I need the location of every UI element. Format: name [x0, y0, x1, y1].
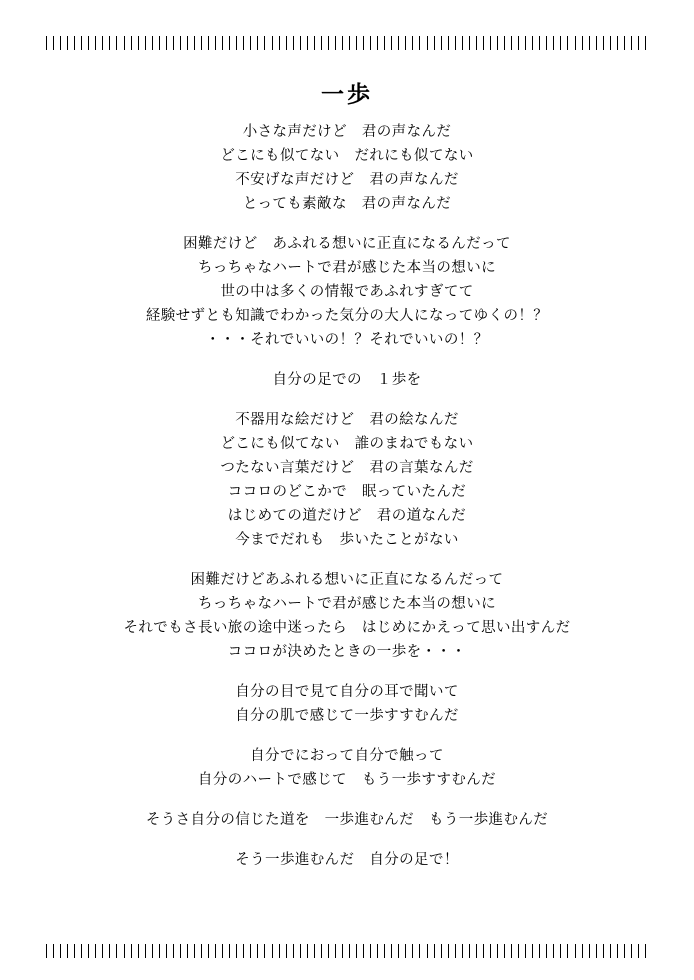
- rule-tick: [504, 36, 505, 50]
- rule-tick: [124, 36, 125, 50]
- rule-tick: [560, 944, 561, 958]
- rule-tick: [405, 944, 406, 958]
- lyric-line: 困難だけど あふれる想いに正直になるんだって: [183, 236, 511, 252]
- rule-tick: [363, 36, 364, 50]
- rule-tick: [67, 944, 68, 958]
- rule-tick: [427, 36, 428, 50]
- rule-tick: [398, 36, 399, 50]
- rule-tick: [102, 36, 103, 50]
- rule-tick: [264, 36, 265, 50]
- rule-tick: [307, 944, 308, 958]
- rule-tick: [412, 36, 413, 50]
- lyric-line: どこにも似てない だれにも似てない: [220, 148, 474, 164]
- rule-tick: [250, 944, 251, 958]
- rule-tick: [286, 944, 287, 958]
- rule-tick: [631, 944, 632, 958]
- rule-tick: [328, 944, 329, 958]
- rule-tick: [497, 36, 498, 50]
- rule-tick: [645, 36, 646, 50]
- rule-tick: [335, 944, 336, 958]
- rule-tick: [370, 944, 371, 958]
- stanza-gap: [0, 216, 694, 232]
- rule-tick: [81, 36, 82, 50]
- lyric-line: 自分の目で見て自分の耳で聞いて: [235, 684, 459, 700]
- rule-tick: [215, 36, 216, 50]
- rule-tick: [264, 944, 265, 958]
- rule-tick: [603, 944, 604, 958]
- rule-tick: [391, 944, 392, 958]
- stanza-gap: [0, 392, 694, 408]
- rule-tick: [377, 36, 378, 50]
- lyric-line: ちっちゃなハートで君が感じた本当の想いに: [198, 596, 496, 612]
- rule-tick: [131, 36, 132, 50]
- rule-tick: [539, 36, 540, 50]
- rule-tick: [560, 36, 561, 50]
- rule-tick: [490, 944, 491, 958]
- rule-tick: [441, 36, 442, 50]
- rule-tick: [638, 944, 639, 958]
- rule-tick: [476, 36, 477, 50]
- rule-tick: [236, 944, 237, 958]
- rule-tick: [546, 36, 547, 50]
- lyric-line: そうさ自分の信じた道を 一歩進むんだ もう一歩進むんだ: [145, 812, 549, 828]
- lyric-line: 不器用な絵だけど 君の絵なんだ: [235, 412, 459, 428]
- rule-tick: [617, 36, 618, 50]
- rule-tick: [180, 944, 181, 958]
- lyric-line: ちっちゃなハートで君が感じた本当の想いに: [198, 260, 496, 276]
- rule-tick: [624, 944, 625, 958]
- rule-tick: [384, 944, 385, 958]
- rule-tick: [145, 36, 146, 50]
- rule-tick: [102, 944, 103, 958]
- rule-tick: [575, 944, 576, 958]
- rule-tick: [631, 36, 632, 50]
- lyric-line: 困難だけどあふれる想いに正直になるんだって: [190, 572, 504, 588]
- rule-tick: [145, 944, 146, 958]
- rule-tick: [116, 944, 117, 958]
- rule-tick: [462, 944, 463, 958]
- rule-tick: [518, 36, 519, 50]
- rule-tick: [455, 36, 456, 50]
- rule-tick: [194, 944, 195, 958]
- rule-tick: [131, 944, 132, 958]
- rule-tick: [511, 944, 512, 958]
- lyric-line: とっても素敵な 君の声なんだ: [242, 196, 452, 212]
- rule-tick: [638, 36, 639, 50]
- rule-tick: [88, 36, 89, 50]
- rule-tick: [74, 944, 75, 958]
- rule-tick: [159, 36, 160, 50]
- rule-tick: [532, 944, 533, 958]
- lyric-line: それでもさ長い旅の途中迷ったら はじめにかえって思い出すんだ: [123, 620, 571, 636]
- rule-tick: [462, 36, 463, 50]
- rule-tick: [201, 36, 202, 50]
- rule-tick: [356, 36, 357, 50]
- rule-tick: [645, 944, 646, 958]
- rule-tick: [229, 944, 230, 958]
- rule-tick: [53, 944, 54, 958]
- rule-tick: [286, 36, 287, 50]
- rule-tick: [391, 36, 392, 50]
- rule-tick: [553, 944, 554, 958]
- rule-tick: [116, 36, 117, 50]
- rule-tick: [173, 36, 174, 50]
- rule-tick: [243, 944, 244, 958]
- rule-tick: [525, 944, 526, 958]
- rule-tick: [419, 944, 420, 958]
- lyric-line: 世の中は多くの情報であふれすぎてて: [220, 284, 474, 300]
- lyric-line: 今までだれも 歩いたことがない: [235, 532, 459, 548]
- rule-tick: [208, 36, 209, 50]
- rule-tick: [518, 944, 519, 958]
- rule-tick: [441, 944, 442, 958]
- page-title: 一歩: [321, 82, 373, 108]
- rule-tick: [511, 36, 512, 50]
- rule-tick: [532, 36, 533, 50]
- rule-tick: [279, 36, 280, 50]
- rule-tick: [257, 36, 258, 50]
- rule-tick: [370, 36, 371, 50]
- rule-tick: [483, 944, 484, 958]
- rule-tick: [60, 944, 61, 958]
- rule-tick: [95, 944, 96, 958]
- rule-tick: [293, 36, 294, 50]
- rule-tick: [173, 944, 174, 958]
- rule-tick: [567, 944, 568, 958]
- rule-tick: [53, 36, 54, 50]
- rule-tick: [582, 36, 583, 50]
- stanza-gap: [0, 552, 694, 568]
- rule-tick: [208, 944, 209, 958]
- stanza-gap: [0, 728, 694, 744]
- rule-tick: [194, 36, 195, 50]
- rule-tick: [95, 36, 96, 50]
- lyric-line: ココロのどこかで 眠っていたんだ: [227, 484, 467, 500]
- rule-tick: [67, 36, 68, 50]
- rule-tick: [152, 36, 153, 50]
- rule-tick: [342, 36, 343, 50]
- rule-tick: [553, 36, 554, 50]
- lyric-line: 経験せずとも知識でわかった気分の大人になってゆくの！？: [145, 308, 549, 324]
- rule-tick: [321, 944, 322, 958]
- rule-tick: [434, 36, 435, 50]
- rule-tick: [589, 36, 590, 50]
- rule-tick: [321, 36, 322, 50]
- rule-tick: [469, 36, 470, 50]
- rule-tick: [257, 944, 258, 958]
- rule-tick: [187, 944, 188, 958]
- rule-tick: [582, 944, 583, 958]
- lyric-line: どこにも似てない 誰のまねでもない: [220, 436, 474, 452]
- lyric-line: そう一歩進むんだ 自分の足で！: [235, 852, 459, 868]
- top-rule-divider: [46, 36, 646, 50]
- lyrics-body: [0, 120, 694, 872]
- rule-tick: [490, 36, 491, 50]
- rule-tick: [356, 944, 357, 958]
- rule-tick: [504, 944, 505, 958]
- lyric-line: ココロが決めたときの一歩を・・・: [227, 644, 467, 660]
- rule-tick: [483, 36, 484, 50]
- stanza-gap: [0, 664, 694, 680]
- rule-tick: [300, 944, 301, 958]
- rule-tick: [610, 944, 611, 958]
- rule-tick: [272, 36, 273, 50]
- rule-tick: [187, 36, 188, 50]
- rule-tick: [222, 944, 223, 958]
- rule-tick: [46, 944, 47, 958]
- lyric-line: つたない言葉だけど 君の言葉なんだ: [220, 460, 474, 476]
- rule-tick: [46, 36, 47, 50]
- rule-tick: [596, 36, 597, 50]
- lyric-line: ・・・それでいいの！？それでいいの！？: [205, 332, 489, 348]
- rule-tick: [469, 944, 470, 958]
- rule-tick: [215, 944, 216, 958]
- rule-tick: [476, 944, 477, 958]
- rule-tick: [138, 36, 139, 50]
- rule-tick: [272, 944, 273, 958]
- rule-tick: [222, 36, 223, 50]
- rule-tick: [152, 944, 153, 958]
- rule-tick: [293, 944, 294, 958]
- rule-tick: [412, 944, 413, 958]
- lyric-line: 自分のハートで感じて もう一歩すすむんだ: [197, 772, 497, 788]
- rule-tick: [349, 36, 350, 50]
- bottom-rule-divider: [46, 944, 646, 958]
- rule-tick: [525, 36, 526, 50]
- lyric-line: はじめての道だけど 君の道なんだ: [227, 508, 467, 524]
- rule-tick: [109, 36, 110, 50]
- rule-tick: [229, 36, 230, 50]
- rule-tick: [624, 36, 625, 50]
- rule-tick: [250, 36, 251, 50]
- rule-tick: [448, 944, 449, 958]
- stanza-gap: [0, 352, 694, 368]
- rule-tick: [398, 944, 399, 958]
- rule-tick: [166, 944, 167, 958]
- rule-tick: [377, 944, 378, 958]
- rule-tick: [546, 944, 547, 958]
- rule-tick: [589, 944, 590, 958]
- rule-tick: [74, 36, 75, 50]
- lyric-line: 自分の肌で感じて一歩すすむんだ: [235, 708, 459, 724]
- rule-tick: [575, 36, 576, 50]
- rule-tick: [300, 36, 301, 50]
- rule-tick: [497, 944, 498, 958]
- rule-tick: [243, 36, 244, 50]
- rule-tick: [166, 36, 167, 50]
- rule-tick: [419, 36, 420, 50]
- lyric-line: 不安げな声だけど 君の声なんだ: [235, 172, 459, 188]
- rule-tick: [109, 944, 110, 958]
- rule-tick: [603, 36, 604, 50]
- rule-tick: [434, 944, 435, 958]
- rule-tick: [201, 944, 202, 958]
- stanza-gap: [0, 832, 694, 848]
- rule-tick: [596, 944, 597, 958]
- rule-tick: [335, 36, 336, 50]
- rule-tick: [236, 36, 237, 50]
- rule-tick: [314, 36, 315, 50]
- rule-tick: [307, 36, 308, 50]
- rule-tick: [617, 944, 618, 958]
- lyric-line: 小さな声だけど 君の声なんだ: [242, 124, 452, 140]
- rule-tick: [279, 944, 280, 958]
- rule-tick: [610, 36, 611, 50]
- rule-tick: [448, 36, 449, 50]
- rule-tick: [60, 36, 61, 50]
- rule-tick: [328, 36, 329, 50]
- rule-tick: [384, 36, 385, 50]
- rule-tick: [363, 944, 364, 958]
- lyric-line: 自分の足での １歩を: [272, 372, 422, 388]
- rule-tick: [427, 944, 428, 958]
- rule-tick: [159, 944, 160, 958]
- rule-tick: [405, 36, 406, 50]
- rule-tick: [81, 944, 82, 958]
- rule-tick: [180, 36, 181, 50]
- rule-tick: [567, 36, 568, 50]
- rule-tick: [124, 944, 125, 958]
- lyric-line: 自分でにおって自分で触って: [250, 748, 444, 764]
- rule-tick: [455, 944, 456, 958]
- rule-tick: [539, 944, 540, 958]
- rule-tick: [342, 944, 343, 958]
- rule-tick: [314, 944, 315, 958]
- rule-tick: [138, 944, 139, 958]
- stanza-gap: [0, 792, 694, 808]
- rule-tick: [349, 944, 350, 958]
- rule-tick: [88, 944, 89, 958]
